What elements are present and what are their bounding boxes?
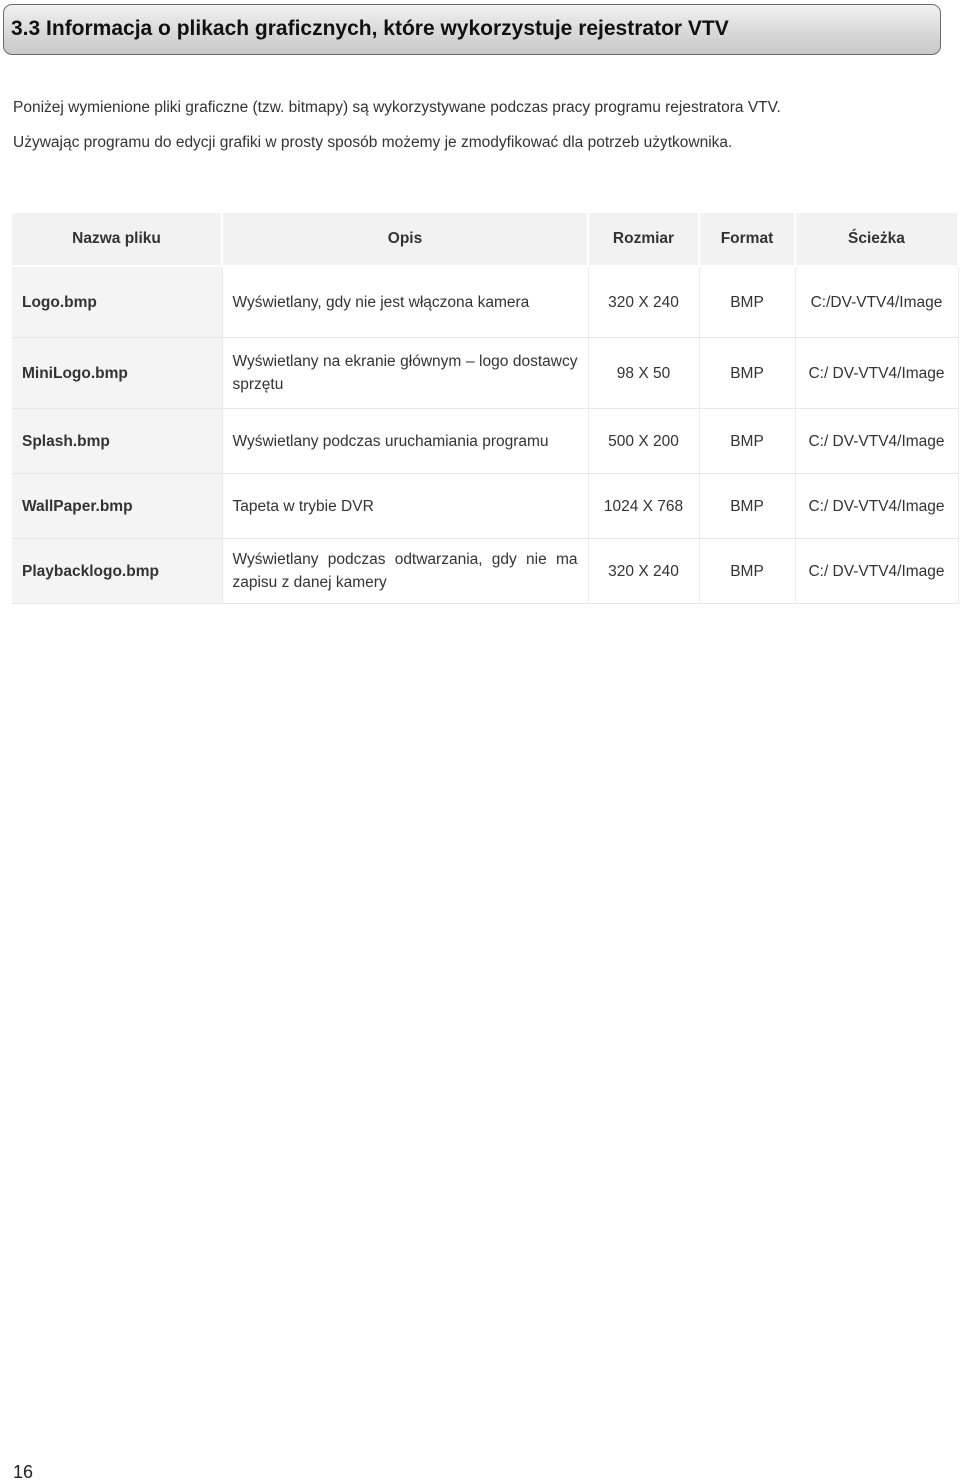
file-name-cell: Playbacklogo.bmp bbox=[12, 539, 222, 604]
file-description-cell: Tapeta w trybie DVR bbox=[222, 474, 588, 539]
file-description-cell: Wyświetlany podczas uruchamiania programu bbox=[222, 409, 588, 474]
table-row bbox=[12, 539, 958, 604]
file-format-cell: BMP bbox=[699, 539, 795, 604]
file-format-cell: BMP bbox=[699, 474, 795, 539]
file-path-cell: C:/ DV-VTV4/Image bbox=[795, 474, 958, 539]
file-format-cell: BMP bbox=[699, 266, 795, 338]
file-size-cell: 320 X 240 bbox=[588, 539, 699, 604]
file-description-cell: Wyświetlany podczas odtwarzania, gdy nie ma zapisu z danej kamery bbox=[222, 539, 588, 604]
table-row bbox=[12, 338, 958, 409]
file-path-cell: C:/ DV-VTV4/Image bbox=[795, 539, 958, 604]
intro-paragraph-line-2: Używając programu do edycji grafiki w prosty sposób możemy je zmodyfikować dla potrzeb użytkownika. bbox=[13, 134, 733, 151]
column-header-format: Format bbox=[699, 213, 795, 266]
file-description-cell: Wyświetlany, gdy nie jest włączona kamera bbox=[222, 266, 588, 338]
file-name-cell: WallPaper.bmp bbox=[12, 474, 222, 539]
file-description-cell: Wyświetlany na ekranie głównym – logo dostawcy sprzętu bbox=[222, 338, 588, 409]
file-size-cell: 1024 X 768 bbox=[588, 474, 699, 539]
graphics-files-table bbox=[12, 213, 959, 604]
column-header-description: Opis bbox=[222, 213, 588, 266]
page-number: 16 bbox=[13, 1462, 34, 1482]
file-path-cell: C:/DV-VTV4/Image bbox=[795, 266, 958, 338]
table-row bbox=[12, 266, 958, 338]
file-name-cell: MiniLogo.bmp bbox=[12, 338, 222, 409]
file-name-cell: Logo.bmp bbox=[12, 266, 222, 338]
file-path-cell: C:/ DV-VTV4/Image bbox=[795, 409, 958, 474]
column-header-path: Ścieżka bbox=[795, 213, 958, 266]
column-header-size: Rozmiar bbox=[588, 213, 699, 266]
intro-paragraph-line-1: Poniżej wymienione pliki graficzne (tzw. bitmapy) są wykorzystywane podczas pracy programu rejestratora VTV. bbox=[13, 99, 781, 116]
file-format-cell: BMP bbox=[699, 409, 795, 474]
table-header-row bbox=[12, 213, 958, 266]
file-size-cell: 320 X 240 bbox=[588, 266, 699, 338]
table-row bbox=[12, 474, 958, 539]
file-size-cell: 98 X 50 bbox=[588, 338, 699, 409]
section-title: 3.3 Informacja o plikach graficznych, które wykorzystuje rejestrator VTV bbox=[11, 17, 729, 40]
file-name-cell: Splash.bmp bbox=[12, 409, 222, 474]
file-size-cell: 500 X 200 bbox=[588, 409, 699, 474]
file-format-cell: BMP bbox=[699, 338, 795, 409]
column-header-name: Nazwa pliku bbox=[12, 213, 222, 266]
section-header bbox=[3, 4, 941, 55]
file-path-cell: C:/ DV-VTV4/Image bbox=[795, 338, 958, 409]
table-row bbox=[12, 409, 958, 474]
